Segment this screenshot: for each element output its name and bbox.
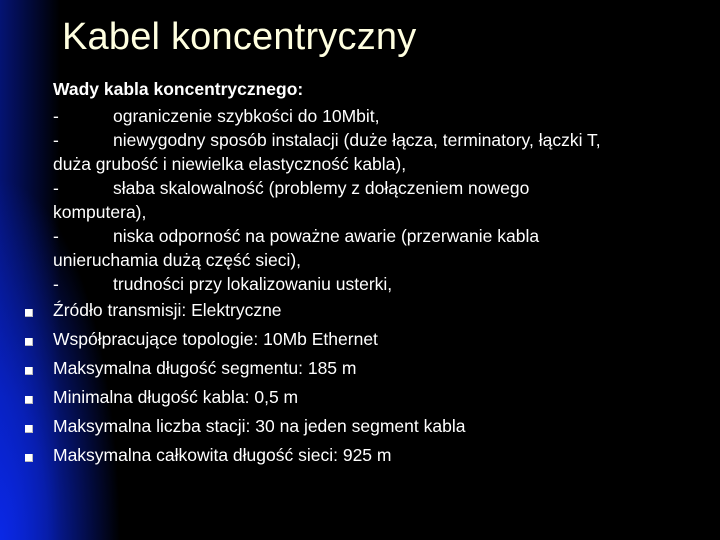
drawback-text: słaba skalowalność (problemy z dołączeniem nowego xyxy=(113,178,530,198)
dash-marker: - xyxy=(53,130,59,150)
list-item xyxy=(53,325,693,354)
list-item xyxy=(53,383,693,412)
square-bullet-icon xyxy=(25,454,33,462)
slide-title: Kabel koncentryczny xyxy=(62,16,417,58)
square-bullet-icon xyxy=(25,425,33,433)
spec-text: Źródło transmisji: Elektryczne xyxy=(53,300,282,320)
slide-body xyxy=(53,77,693,470)
drawback-item xyxy=(53,128,693,176)
drawback-item xyxy=(53,224,693,272)
dash-marker: - xyxy=(53,274,59,294)
square-bullet-icon xyxy=(25,367,33,375)
dash-marker: - xyxy=(53,226,59,246)
drawback-text: ograniczenie szybkości do 10Mbit, xyxy=(113,106,380,126)
drawback-text: trudności przy lokalizowaniu usterki, xyxy=(113,274,393,294)
square-bullet-icon xyxy=(25,338,33,346)
dash-marker: - xyxy=(53,106,59,126)
drawback-text-continued: komputera), xyxy=(53,202,147,222)
drawback-text: niska odporność na poważne awarie (przerwanie kabla xyxy=(113,226,540,246)
spec-text: Współpracujące topologie: 10Mb Ethernet xyxy=(53,329,378,349)
drawback-text: niewygodny sposób instalacji (duże łącza, terminatory, łączki T, xyxy=(113,130,601,150)
list-item xyxy=(53,354,693,383)
drawback-item xyxy=(53,272,693,296)
square-bullet-icon xyxy=(25,396,33,404)
drawback-item xyxy=(53,104,693,128)
drawback-text-continued: unieruchamia dużą część sieci), xyxy=(53,250,302,270)
spec-text: Maksymalna długość segmentu: 185 m xyxy=(53,358,357,378)
drawback-text-continued: duża grubość i niewielka elastyczność kabla), xyxy=(53,154,407,174)
spec-text: Maksymalna liczba stacji: 30 na jeden segment kabla xyxy=(53,416,466,436)
spec-text: Maksymalna całkowita długość sieci: 925 m xyxy=(53,445,392,465)
drawbacks-heading: Wady kabla koncentrycznego: xyxy=(53,79,304,99)
specs-list xyxy=(53,296,693,470)
list-item xyxy=(53,296,693,325)
list-item xyxy=(53,441,693,470)
drawback-item xyxy=(53,176,693,224)
dash-marker: - xyxy=(53,178,59,198)
spec-text: Minimalna długość kabla: 0,5 m xyxy=(53,387,299,407)
list-item xyxy=(53,412,693,441)
square-bullet-icon xyxy=(25,309,33,317)
